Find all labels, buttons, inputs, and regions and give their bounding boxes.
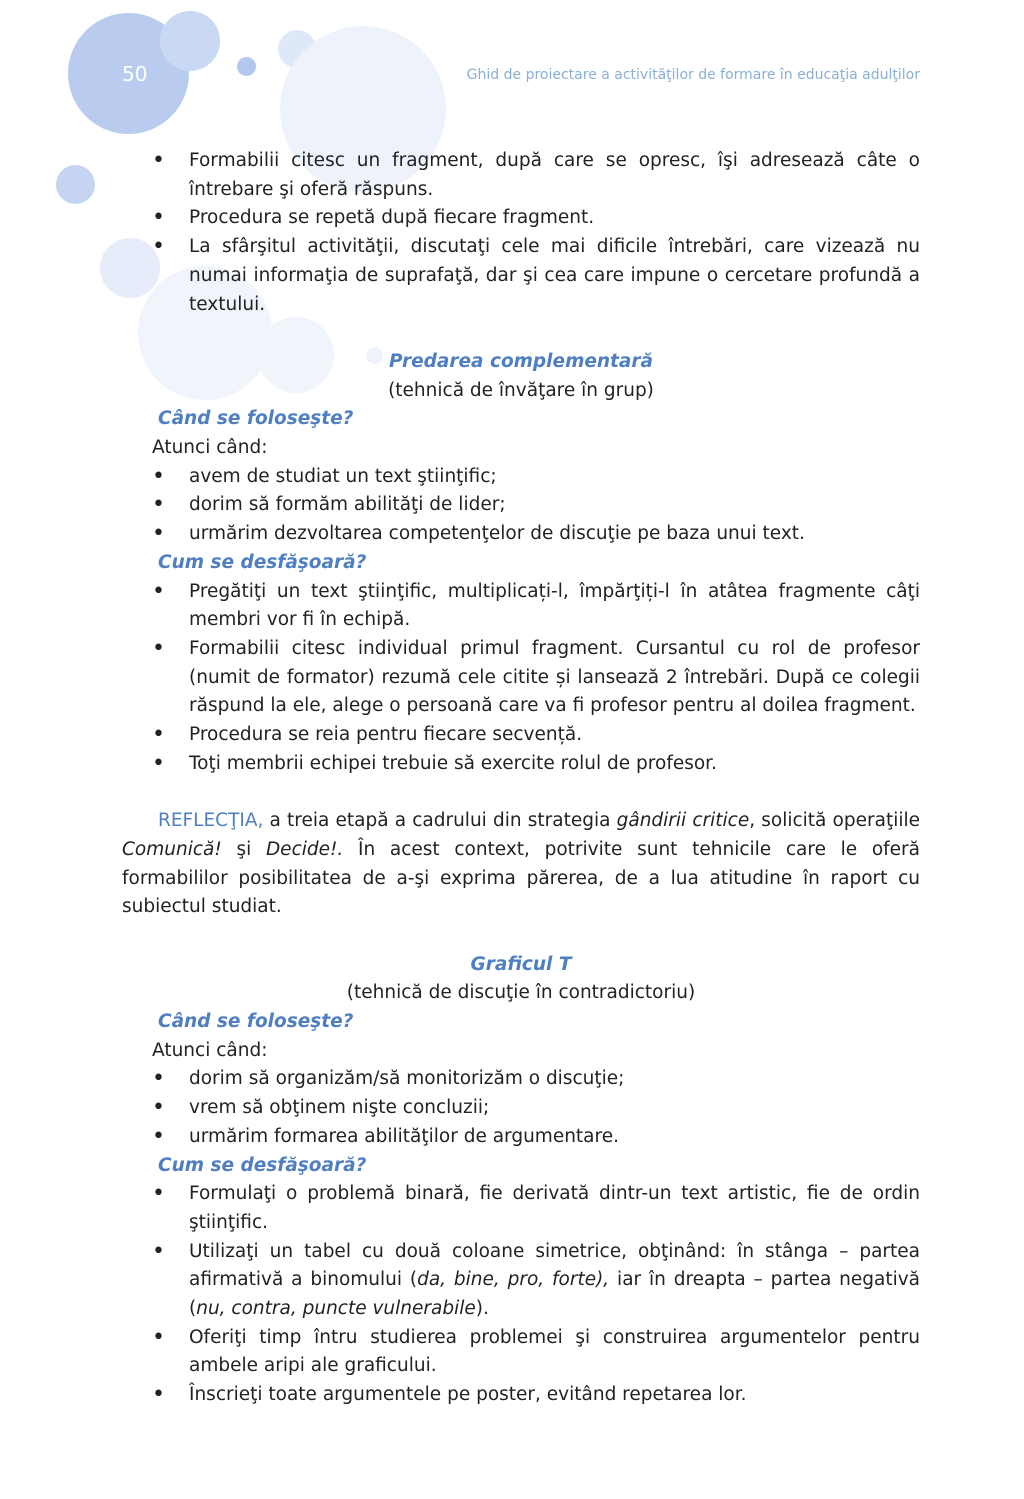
decorative-bubble	[237, 57, 256, 76]
technique-title	[122, 951, 920, 980]
list-item: • Procedura se repetă după fiecare fragment.	[122, 204, 920, 233]
reflection-keyword: REFLECŢIA,	[158, 810, 264, 832]
list-item: • Înscrieţi toate argumentele pe poster, evitând repetarea lor.	[122, 1381, 920, 1410]
when-list	[122, 463, 920, 549]
list-item: • Formabilii citesc individual primul fragment. Cursantul cu rol de profesor (numit de formator) rezumă cele citite și lansează 2 întrebări. După ce colegii răspund la ele, alege o persoană care va fi profesor pentru al doilea fragment.	[122, 635, 920, 721]
list-item: • Toţi membrii echipei trebuie să exercite rolul de profesor.	[122, 750, 920, 779]
list-item: • avem de studiat un text ştiinţific;	[122, 463, 920, 492]
technique-title	[122, 348, 920, 377]
when-heading: Când se foloseşte?	[158, 1011, 354, 1033]
technique-name: Predarea complementară	[389, 350, 653, 372]
list-item: • Formulaţi o problemă binară, fie derivată dintr-un text artistic, fie de ordin ştiinţific.	[122, 1180, 920, 1237]
list-item: • Pregătiţi un text ştiinţific, multiplicați-l, împărţiți-l în atâtea fragmente câţi membri vor fi în echipă.	[122, 578, 920, 635]
technique-subtitle: (tehnică de învăţare în grup)	[388, 379, 654, 401]
how-list	[122, 1180, 920, 1410]
page-number: 50	[122, 62, 148, 86]
list-item: • Formabilii citesc un fragment, după care se opresc, îşi adresează câte o întrebare şi oferă răspuns.	[122, 147, 920, 204]
list-item: • urmărim formarea abilităţilor de argumentare.	[122, 1123, 920, 1152]
list-item: • dorim să formăm abilităţi de lider;	[122, 491, 920, 520]
list-item: • La sfârşitul activităţii, discutaţi cele mai dificile întrebări, care vizează nu numai informaţia de suprafaţă, dar şi cea care impune o cercetare profundă a textului.	[122, 233, 920, 319]
reflection-paragraph: REFLECŢIA, a treia etapă a cadrului din strategia gândirii critice, solicită operaţiile Comunică! şi Decide!. În acest context, potrivite sunt tehnicile care le oferă formabililor posibilitatea de a-şi exprima părerea, de a lua atitudine în raport cu subiectul studiat.	[122, 810, 921, 918]
decorative-bubble	[56, 165, 95, 204]
when-intro: Atunci când:	[152, 1039, 268, 1061]
list-item: • Oferiţi timp întru studierea problemei şi construirea argumentelor pentru ambele aripi ale graficului.	[122, 1324, 920, 1381]
how-list	[122, 578, 920, 779]
technique-name: Graficul T	[470, 953, 572, 975]
list-item: • urmărim dezvoltarea competenţelor de discuţie pe baza unui text.	[122, 520, 920, 549]
intro-bullet-list	[122, 147, 920, 319]
page-body	[122, 147, 920, 1410]
running-title: Ghid de proiectare a activităţilor de formare în educaţia adulţilor	[466, 67, 920, 83]
decorative-bubble	[160, 11, 220, 71]
technique-subtitle: (tehnică de discuţie în contradictoriu)	[346, 982, 696, 1004]
how-heading: Cum se desfăşoară?	[158, 1154, 367, 1176]
list-item: • Utilizaţi un tabel cu două coloane simetrice, obţinând: în stânga – partea afirmativă a binomului (da, bine, pro, forte), iar în dreapta – partea negativă (nu, contra, puncte vulnerabile).	[122, 1238, 920, 1324]
when-list	[122, 1065, 920, 1151]
list-item: • vrem să obţinem nişte concluzii;	[122, 1094, 920, 1123]
list-item: • Procedura se reia pentru fiecare secvență.	[122, 721, 920, 750]
list-item: • dorim să organizăm/să monitorizăm o discuţie;	[122, 1065, 920, 1094]
how-heading: Cum se desfăşoară?	[158, 551, 367, 573]
when-intro: Atunci când:	[152, 437, 268, 459]
when-heading: Când se foloseşte?	[158, 408, 354, 430]
